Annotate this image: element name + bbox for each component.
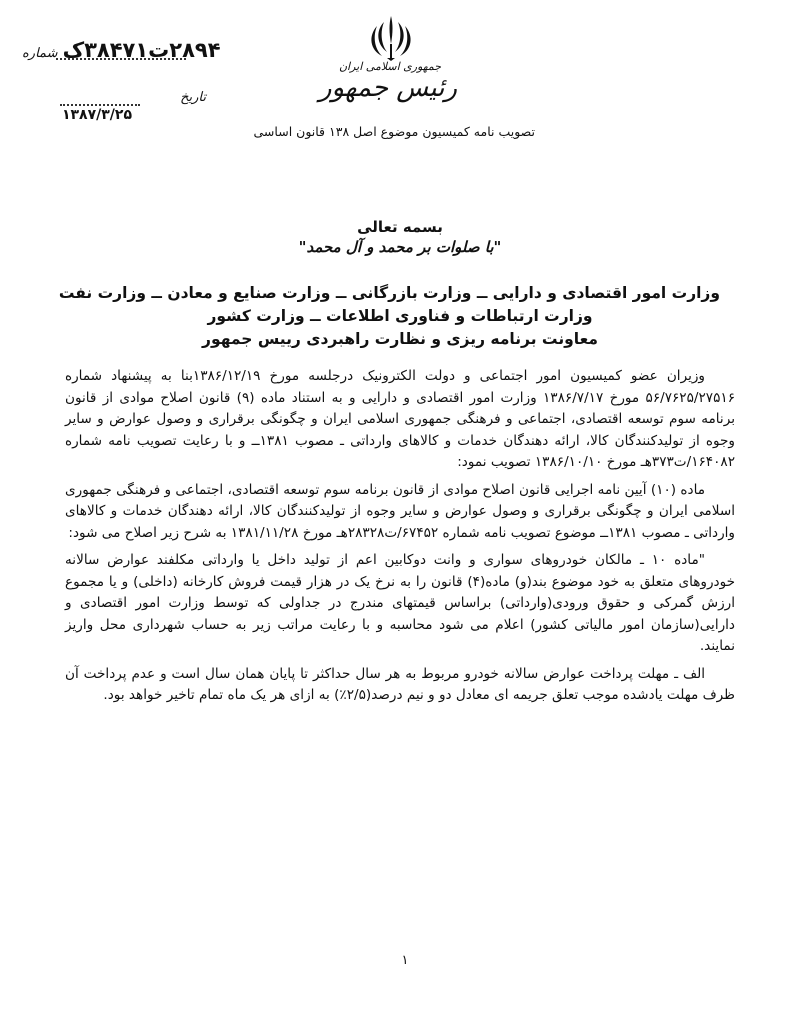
salawat-line: "با صلوات بر محمد و آل محمد" bbox=[298, 238, 502, 256]
letter-number-value: ۲۸۹۴ت۳۸۴۷۱ک bbox=[62, 38, 221, 62]
body-paragraph: ماده (۱۰) آیین نامه اجرایی قانون اصلاح موادی از قانون برنامه سوم توسعه اقتصادی، اجتماعی و فرهنگی جمهوری اسلامی ایران و چگونگی برقراری و وصول عوارض و سایر وجوه از تولیدکنندگان کالا، ارائه دهندگان خدمات و کالاهای وارداتی ـ مصوب ۱۳۸۱ــ موضوع تصویب نامه شماره ۶۷۴۵۲/ت۲۸۳۲۸هـ مورخ ۱۳۸۱/۱۱/۲۸ به شرح زیر اصلاح می شود: bbox=[65, 481, 735, 541]
addressee-line: وزارت ارتباطات و فناوری اطلاعات ــ وزارت کشور bbox=[207, 307, 593, 325]
number-dotted-line bbox=[56, 58, 186, 60]
letter-date-label: تاریخ bbox=[180, 90, 206, 105]
addressee-line: وزارت امور اقتصادی و دارایی ــ وزارت بازرگانی ــ وزارت صنایع و معادن ــ وزارت نفت bbox=[58, 284, 720, 302]
letter-date-value: ۱۳۸۷/۳/۲۵ bbox=[61, 107, 133, 123]
basmala-heading: بسمه تعالی bbox=[357, 218, 443, 236]
letter-body bbox=[65, 366, 735, 713]
page-number: ۱ bbox=[401, 953, 409, 968]
republic-name: جمهوری اسلامی ایران bbox=[338, 60, 442, 73]
iran-emblem-icon bbox=[366, 14, 416, 62]
iran-emblem-graphic bbox=[366, 14, 416, 62]
body-paragraph: الف ـ مهلت پرداخت عوارض سالانه خودرو مربوط به هر سال حداکثر تا پایان همان سال است و عدم پرداخت آن ظرف مهلت یادشده موجب تعلق جریمه ای معادل دو و نیم درصد(۲/۵٪) به ازای هر یک ماه تمام تاخیر خواهد بود. bbox=[65, 665, 735, 703]
addressees-block bbox=[58, 282, 720, 351]
date-dotted-line bbox=[60, 104, 140, 106]
letter-number-label: شماره bbox=[22, 46, 58, 61]
approval-note: تصویب نامه کمیسیون موضوع اصل ۱۳۸ قانون اساسی bbox=[253, 124, 535, 139]
body-paragraph: "ماده ۱۰ ـ مالکان خودروهای سواری و وانت دوکابین اعم از تولید داخل یا وارداتی مکلفند عوارض سالانه خودروهای متعلق به خود موضوع بند(و) ماده(۴) قانون را به نرخ یک در هزار قیمت فروش کارخانه (داخلی) و یا مجموع ارزش گمرکی و حقوق ورودی(وارداتی) براساس قیمتهای مندرج در جداولی که توسط وزارت امور اقتصادی و دارایی(سازمان امور مالیاتی کشور) اعلام می شود محاسبه و با رعایت مراتب زیر به حساب شهرداری محل واریز نمایند. bbox=[65, 552, 736, 654]
office-title: رئیس جمهور bbox=[318, 73, 458, 103]
body-paragraph: وزیران عضو کمیسیون امور اجتماعی و دولت الکترونیک درجلسه مورخ ۱۳۸۶/۱۲/۱۹بنا به پیشنهاد شماره ۵۶/۷۶۲۵/۲۷۵۱۶ مورخ ۱۳۸۶/۷/۱۷ وزارت امور اقتصادی و دارایی و به استناد ماده (۹) قانون اصلاح موادی از قانون برنامه سوم توسعه اقتصادی، اجتماعی و فرهنگی جمهوری اسلامی ایران و چگونگی برقراری و وصول عوارض و سایر وجوه از تولیدکنندگان کالا، ارائه دهندگان خدمات و کالاهای وارداتی ـ مصوب ۱۳۸۱ــ و با رعایت تصویب نامه شماره ۱۶۴۰۸۲/ت۳۷۳هـ مورخ ۱۳۸۶/۱۰/۱۰ تصویب نمود: bbox=[65, 368, 735, 470]
addressee-line: معاونت برنامه ریزی و نظارت راهبردی رییس جمهور bbox=[202, 330, 598, 348]
